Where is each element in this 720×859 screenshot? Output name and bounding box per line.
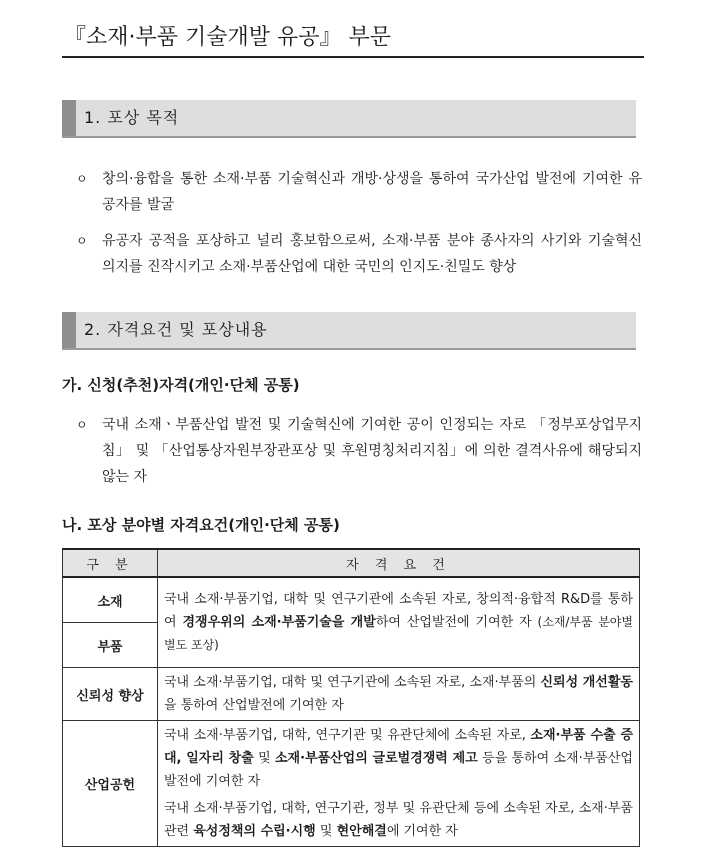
document-title: 『소재·부품 기술개발 유공』 부문 — [62, 20, 644, 58]
section-header-accent — [62, 312, 76, 348]
category-reliability: 신뢰성 향상 — [63, 668, 158, 721]
table-row — [63, 721, 640, 847]
header-requirements: 자 격 요 건 — [158, 549, 640, 577]
req-emphasis: 소재·부품산업의 글로벌경쟁력 제고 — [274, 751, 478, 766]
section-header-accent — [62, 100, 76, 136]
requirements-table — [62, 548, 640, 847]
requirement-reliability — [158, 668, 640, 721]
eligibility-bullet — [76, 412, 642, 490]
header-category: 구 분 — [63, 549, 158, 577]
req-text: 및 — [253, 751, 275, 766]
purpose-bullet-1 — [76, 166, 642, 218]
category-parts: 부품 — [63, 623, 158, 668]
req-emphasis: 육성정책의 수립·시행 — [193, 824, 316, 839]
section-header-qualification — [62, 312, 636, 350]
requirement-material-parts — [158, 577, 640, 668]
req-emphasis: 경쟁우위의 소재·부품기술을 개발 — [182, 615, 376, 630]
req-paragraph-2 — [164, 797, 633, 843]
section-header-purpose — [62, 100, 636, 138]
subheading-eligibility: 가. 신청(추천)자격(개인·단체 공통) — [62, 376, 300, 394]
bullet-marker: ㅇ — [76, 234, 88, 248]
req-text: 에 기여한 자 — [386, 824, 458, 839]
purpose-bullet-2 — [76, 228, 642, 280]
req-text: 등을 통하여 소재·부품산업 발전에 기여한 자 — [164, 751, 633, 789]
bullet-marker: ㅇ — [76, 418, 88, 432]
table-header-row — [63, 549, 640, 577]
category-material: 소재 — [63, 577, 158, 623]
bullet-text: 유공자 공적을 포상하고 널리 홍보함으로써, 소재·부품 분야 종사자의 사기와 기술혁신 의지를 진작시키고 소재·부품산업에 대한 국민의 인지도·친밀도 향상 — [102, 233, 642, 275]
requirement-industry — [158, 721, 640, 847]
req-emphasis: 소재·부품 수출 증대, 일자리 창출 — [164, 728, 633, 766]
req-note: (소재/부품 분야별 별도 포상) — [164, 615, 633, 652]
req-text: 국내 소재·부품기업, 대학, 연구기관 및 유관단체에 소속된 자로, — [164, 728, 531, 743]
req-text: 국내 소재·부품기업, 대학 및 연구기관에 소속된 자로, 소재·부품의 — [164, 675, 541, 690]
table-row — [63, 668, 640, 721]
req-paragraph-1 — [164, 724, 633, 793]
category-industry: 산업공헌 — [63, 721, 158, 847]
bullet-text: 창의·융합을 통한 소재·부품 기술혁신과 개방·상생을 통하여 국가산업 발전에 기여한 유공자를 발굴 — [102, 171, 642, 213]
subheading-requirements: 나. 포상 분야별 자격요건(개인·단체 공통) — [62, 516, 340, 534]
req-emphasis: 신뢰성 개선활동 — [540, 675, 633, 690]
table-row — [63, 577, 640, 623]
section-header-label: 2. 자격요건 및 포상내용 — [84, 320, 268, 339]
req-text: 을 통하여 산업발전에 기여한 자 — [164, 698, 344, 713]
req-text: 및 — [315, 824, 337, 839]
req-text: 하여 산업발전에 기여한 자 — [375, 615, 538, 630]
section-header-label: 1. 포상 목적 — [84, 108, 180, 127]
bullet-marker: ㅇ — [76, 172, 88, 186]
bullet-text: 국내 소재ㆍ부품산업 발전 및 기술혁신에 기여한 공이 인정되는 자로 「정부포상업무지침」 및 「산업통상자원부장관포상 및 후원명칭처리지침」에 의한 결격사유에 해당되지 않는 자 — [102, 417, 642, 485]
req-text: 국내 소재·부품기업, 대학 및 연구기관에 소속된 자로, 창의적·융합적 R&D를 통하여 — [164, 592, 633, 630]
req-text: 국내 소재·부품기업, 대학, 연구기관, 정부 및 유관단체 등에 소속된 자로, 소재·부품 관련 — [164, 801, 633, 839]
req-emphasis: 현안해결 — [336, 824, 387, 839]
